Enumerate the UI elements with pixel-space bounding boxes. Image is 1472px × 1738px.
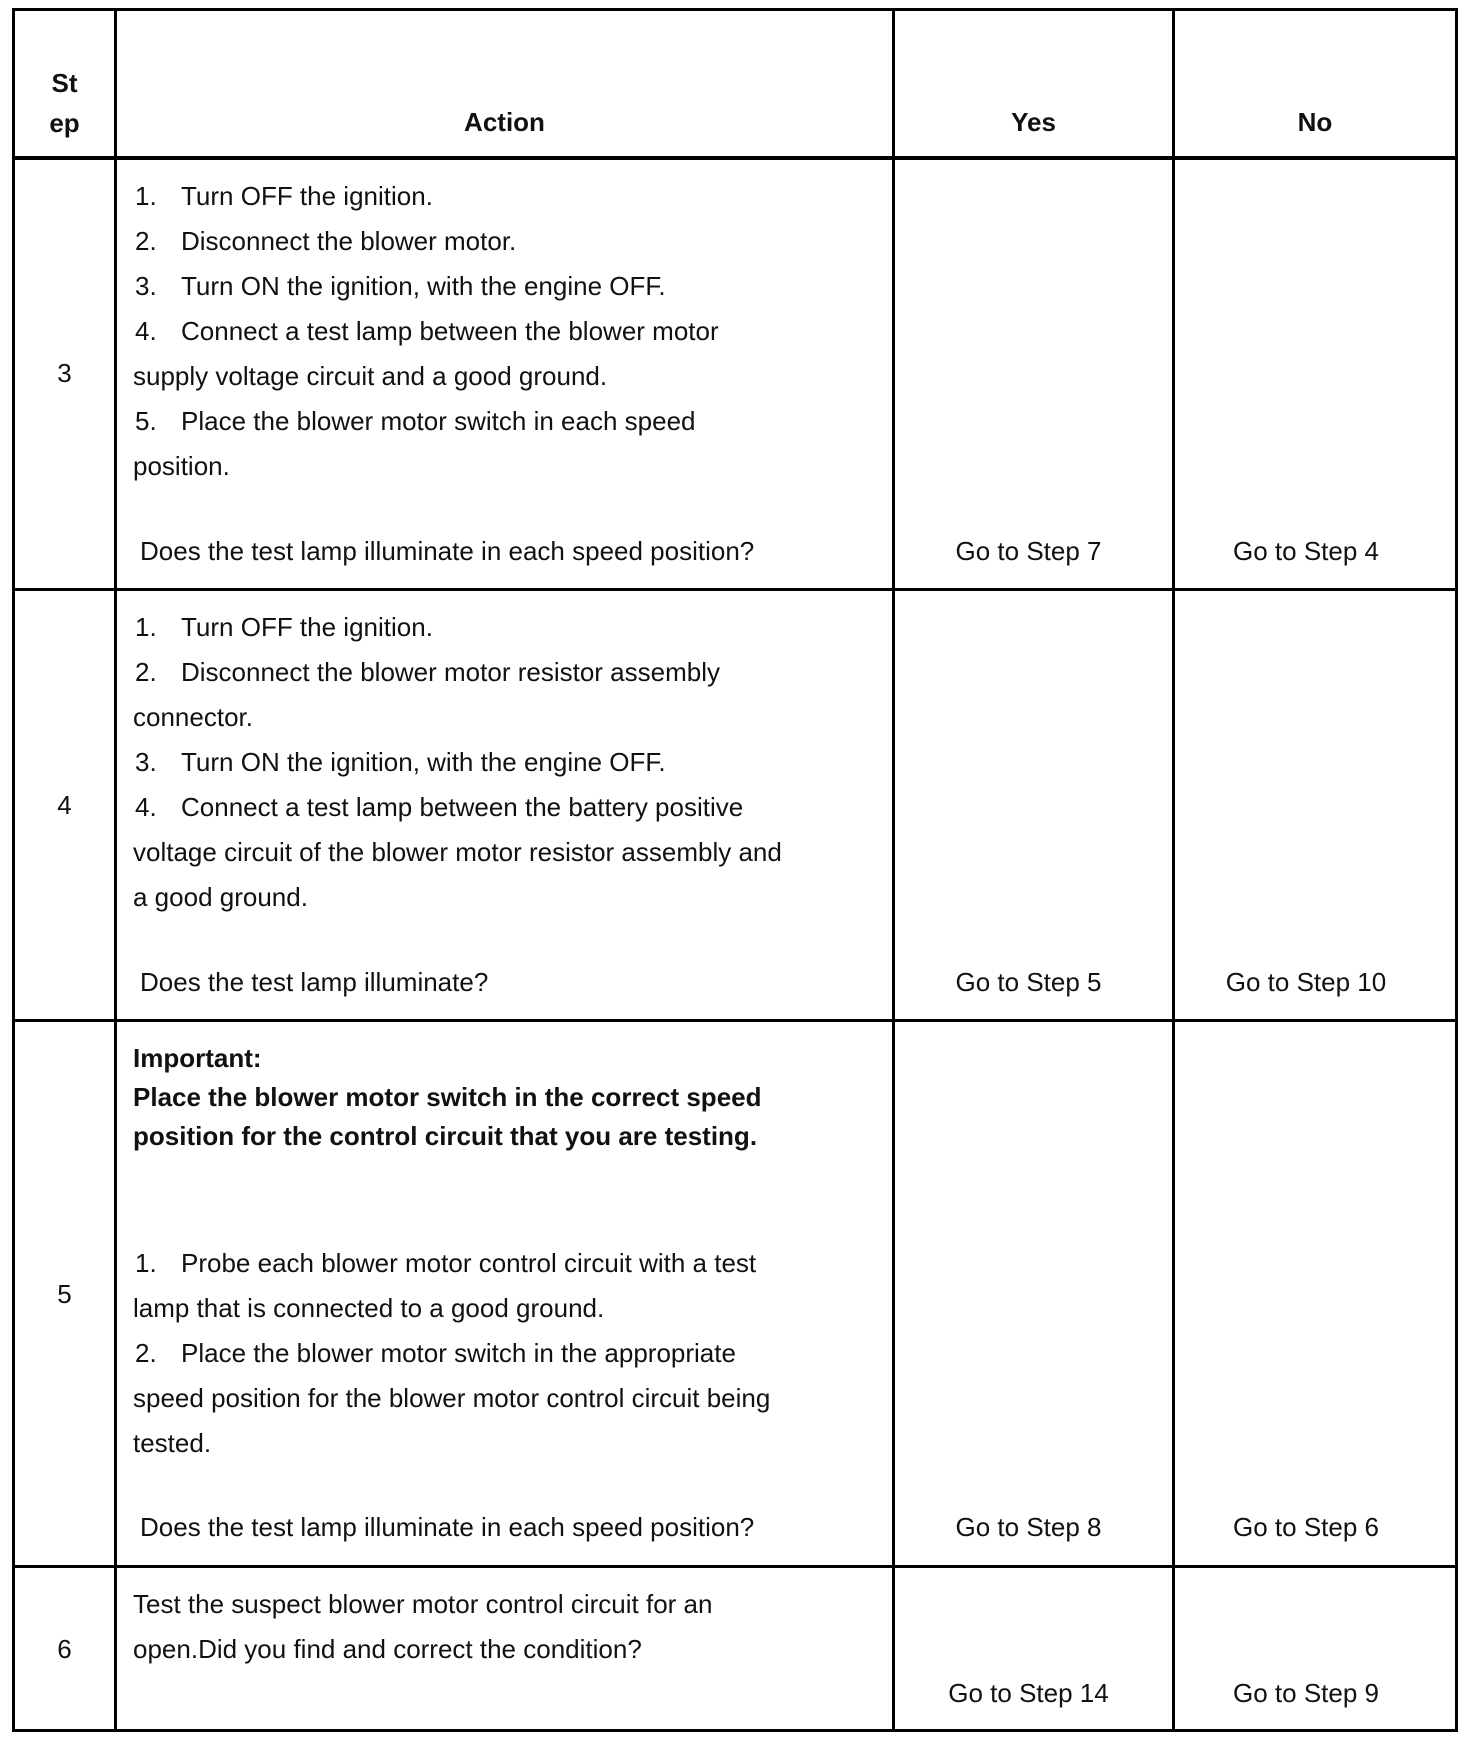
action-item: 1. Turn OFF the ignition.	[135, 612, 433, 642]
action-item: 3. Turn ON the ignition, with the engine OFF.	[135, 271, 666, 301]
action-item: 3. Turn ON the ignition, with the engine OFF.	[135, 747, 666, 777]
table-border-bottom	[12, 1729, 1458, 1732]
column-divider	[114, 8, 117, 1732]
important-note	[133, 1039, 762, 1156]
yes-outcome: Go to Step 14	[948, 1678, 1109, 1708]
column-divider	[892, 8, 895, 1732]
action-item-cont: lamp that is connected to a good ground.	[133, 1293, 605, 1323]
column-divider	[1172, 8, 1175, 1732]
action-line: open.Did you find and correct the condition?	[133, 1634, 642, 1664]
row-divider	[12, 1019, 1458, 1022]
action-list	[133, 1241, 770, 1466]
yes-outcome: Go to Step 8	[955, 1512, 1102, 1542]
action-item: 5. Place the blower motor switch in each speed	[135, 406, 696, 436]
action-list	[133, 174, 719, 489]
action-line: Test the suspect blower motor control circuit for an	[133, 1589, 713, 1619]
action-item-cont: position.	[133, 451, 230, 481]
action-list	[133, 605, 782, 920]
no-outcome: Go to Step 6	[1233, 1512, 1379, 1542]
header-no: No	[1297, 107, 1333, 137]
action-text	[133, 1582, 712, 1672]
yes-outcome: Go to Step 7	[955, 536, 1102, 566]
step-number: 6	[57, 1634, 72, 1664]
no-outcome: Go to Step 4	[1233, 536, 1379, 566]
action-item: 4. Connect a test lamp between the battery positive	[135, 792, 744, 822]
action-item: 2. Place the blower motor switch in the appropriate	[135, 1338, 736, 1368]
table-border-left	[12, 8, 15, 1732]
action-item-cont: voltage circuit of the blower motor resistor assembly and	[133, 837, 782, 867]
yes-outcome: Go to Step 5	[955, 967, 1102, 997]
row-divider	[12, 588, 1458, 591]
step-number: 3	[57, 358, 72, 388]
important-label: Important:	[133, 1043, 262, 1073]
header-action: Action	[464, 107, 545, 137]
action-item-cont: supply voltage circuit and a good ground.	[133, 361, 608, 391]
table-border-header	[12, 156, 1458, 160]
header-yes: Yes	[1011, 107, 1056, 137]
header-step-line2: ep	[49, 108, 80, 138]
action-item-cont: a good ground.	[133, 882, 308, 912]
question: Does the test lamp illuminate in each speed position?	[140, 1512, 755, 1542]
action-item: 2. Disconnect the blower motor.	[135, 226, 517, 256]
action-item: 1. Turn OFF the ignition.	[135, 181, 433, 211]
action-item-cont: tested.	[133, 1428, 212, 1458]
action-item: 4. Connect a test lamp between the blower motor	[135, 316, 719, 346]
action-item: 1. Probe each blower motor control circuit with a test	[135, 1248, 757, 1278]
header-step	[15, 63, 114, 143]
header-step-line1: St	[51, 68, 78, 98]
step-number: 5	[57, 1279, 72, 1309]
important-text: Place the blower motor switch in the correct speed	[133, 1082, 762, 1112]
question: Does the test lamp illuminate?	[140, 967, 489, 997]
no-outcome: Go to Step 10	[1225, 967, 1387, 997]
action-item: 2. Disconnect the blower motor resistor assembly	[135, 657, 720, 687]
action-item-cont: connector.	[133, 702, 253, 732]
table-border-top	[12, 8, 1458, 11]
table-border-right	[1455, 8, 1458, 1732]
row-divider	[12, 1565, 1458, 1568]
step-number: 4	[57, 790, 72, 820]
question: Does the test lamp illuminate in each speed position?	[140, 536, 755, 566]
no-outcome: Go to Step 9	[1233, 1678, 1379, 1708]
action-item-cont: speed position for the blower motor control circuit being	[133, 1383, 771, 1413]
important-text: position for the control circuit that you are testing.	[133, 1121, 758, 1151]
